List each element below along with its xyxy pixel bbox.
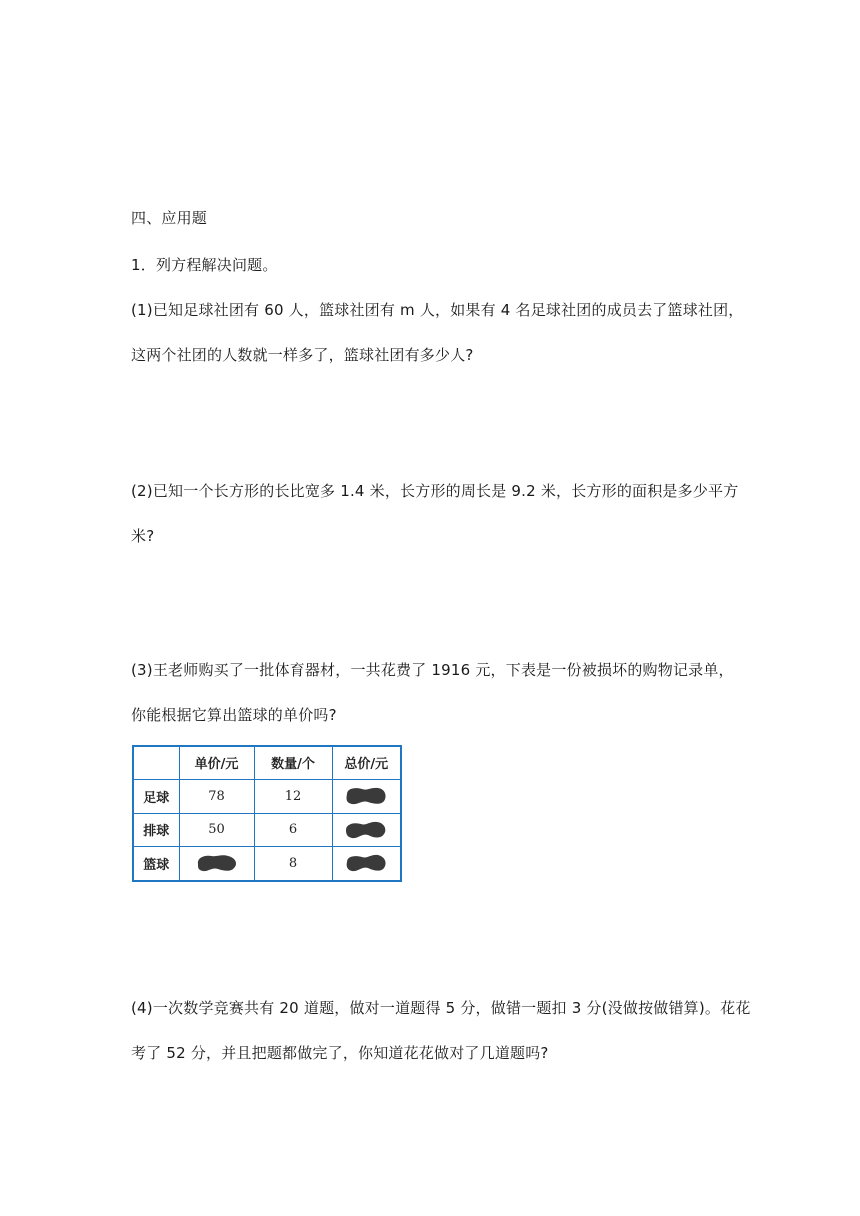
table-row-unit-price: 78 bbox=[179, 779, 254, 813]
ink-stain-icon bbox=[344, 852, 388, 874]
problem-1-line-1: (1)已知足球社团有 60 人，篮球社团有 m 人，如果有 4 名足球社团的成员去了篮球社团， bbox=[131, 301, 744, 319]
table-row-total bbox=[332, 813, 401, 846]
table-row bbox=[133, 813, 401, 846]
table-row bbox=[133, 779, 401, 813]
ink-stain-icon bbox=[344, 785, 388, 807]
table-row-unit-price bbox=[179, 846, 254, 881]
table-header-unit-price: 单价/元 bbox=[179, 746, 254, 779]
table-row-item: 排球 bbox=[133, 813, 179, 846]
table-row-unit-price: 50 bbox=[179, 813, 254, 846]
table-row bbox=[133, 846, 401, 881]
table-row-total bbox=[332, 779, 401, 813]
table-row-item: 篮球 bbox=[133, 846, 179, 881]
table-row-item: 足球 bbox=[133, 779, 179, 813]
problem-3-line-2: 你能根据它算出篮球的单价吗? bbox=[131, 706, 337, 724]
problem-3-line-1: (3)王老师购买了一批体育器材，一共花费了 1916 元，下表是一份被损坏的购物记录单， bbox=[131, 661, 734, 679]
table-row-quantity: 12 bbox=[254, 779, 332, 813]
problem-2-line-2: 米? bbox=[131, 527, 155, 545]
table-header-row bbox=[133, 746, 401, 779]
section-heading: 四、应用题 bbox=[131, 209, 208, 227]
table-header-quantity: 数量/个 bbox=[254, 746, 332, 779]
problem-4-line-2: 考了 52 分，并且把题都做完了，你知道花花做对了几道题吗? bbox=[131, 1044, 549, 1062]
problem-1-line-2: 这两个社团的人数就一样多了，篮球社团有多少人? bbox=[131, 346, 474, 364]
problem-2-line-1: (2)已知一个长方形的长比宽多 1.4 米，长方形的周长是 9.2 米，长方形的面积是多少平方 bbox=[131, 482, 739, 500]
problem-4-line-1: (4)一次数学竞赛共有 20 道题，做对一道题得 5 分，做错一题扣 3 分(没做按做错算)。花花 bbox=[131, 999, 751, 1017]
purchase-record-table bbox=[132, 745, 402, 882]
table-header-total: 总价/元 bbox=[332, 746, 401, 779]
ink-stain-icon bbox=[195, 852, 239, 874]
table-header-corner bbox=[133, 746, 179, 779]
question-1-intro: 1．列方程解决问题。 bbox=[131, 256, 278, 274]
ink-stain-icon bbox=[344, 819, 388, 841]
table-row-total bbox=[332, 846, 401, 881]
table-row-quantity: 6 bbox=[254, 813, 332, 846]
table-row-quantity: 8 bbox=[254, 846, 332, 881]
